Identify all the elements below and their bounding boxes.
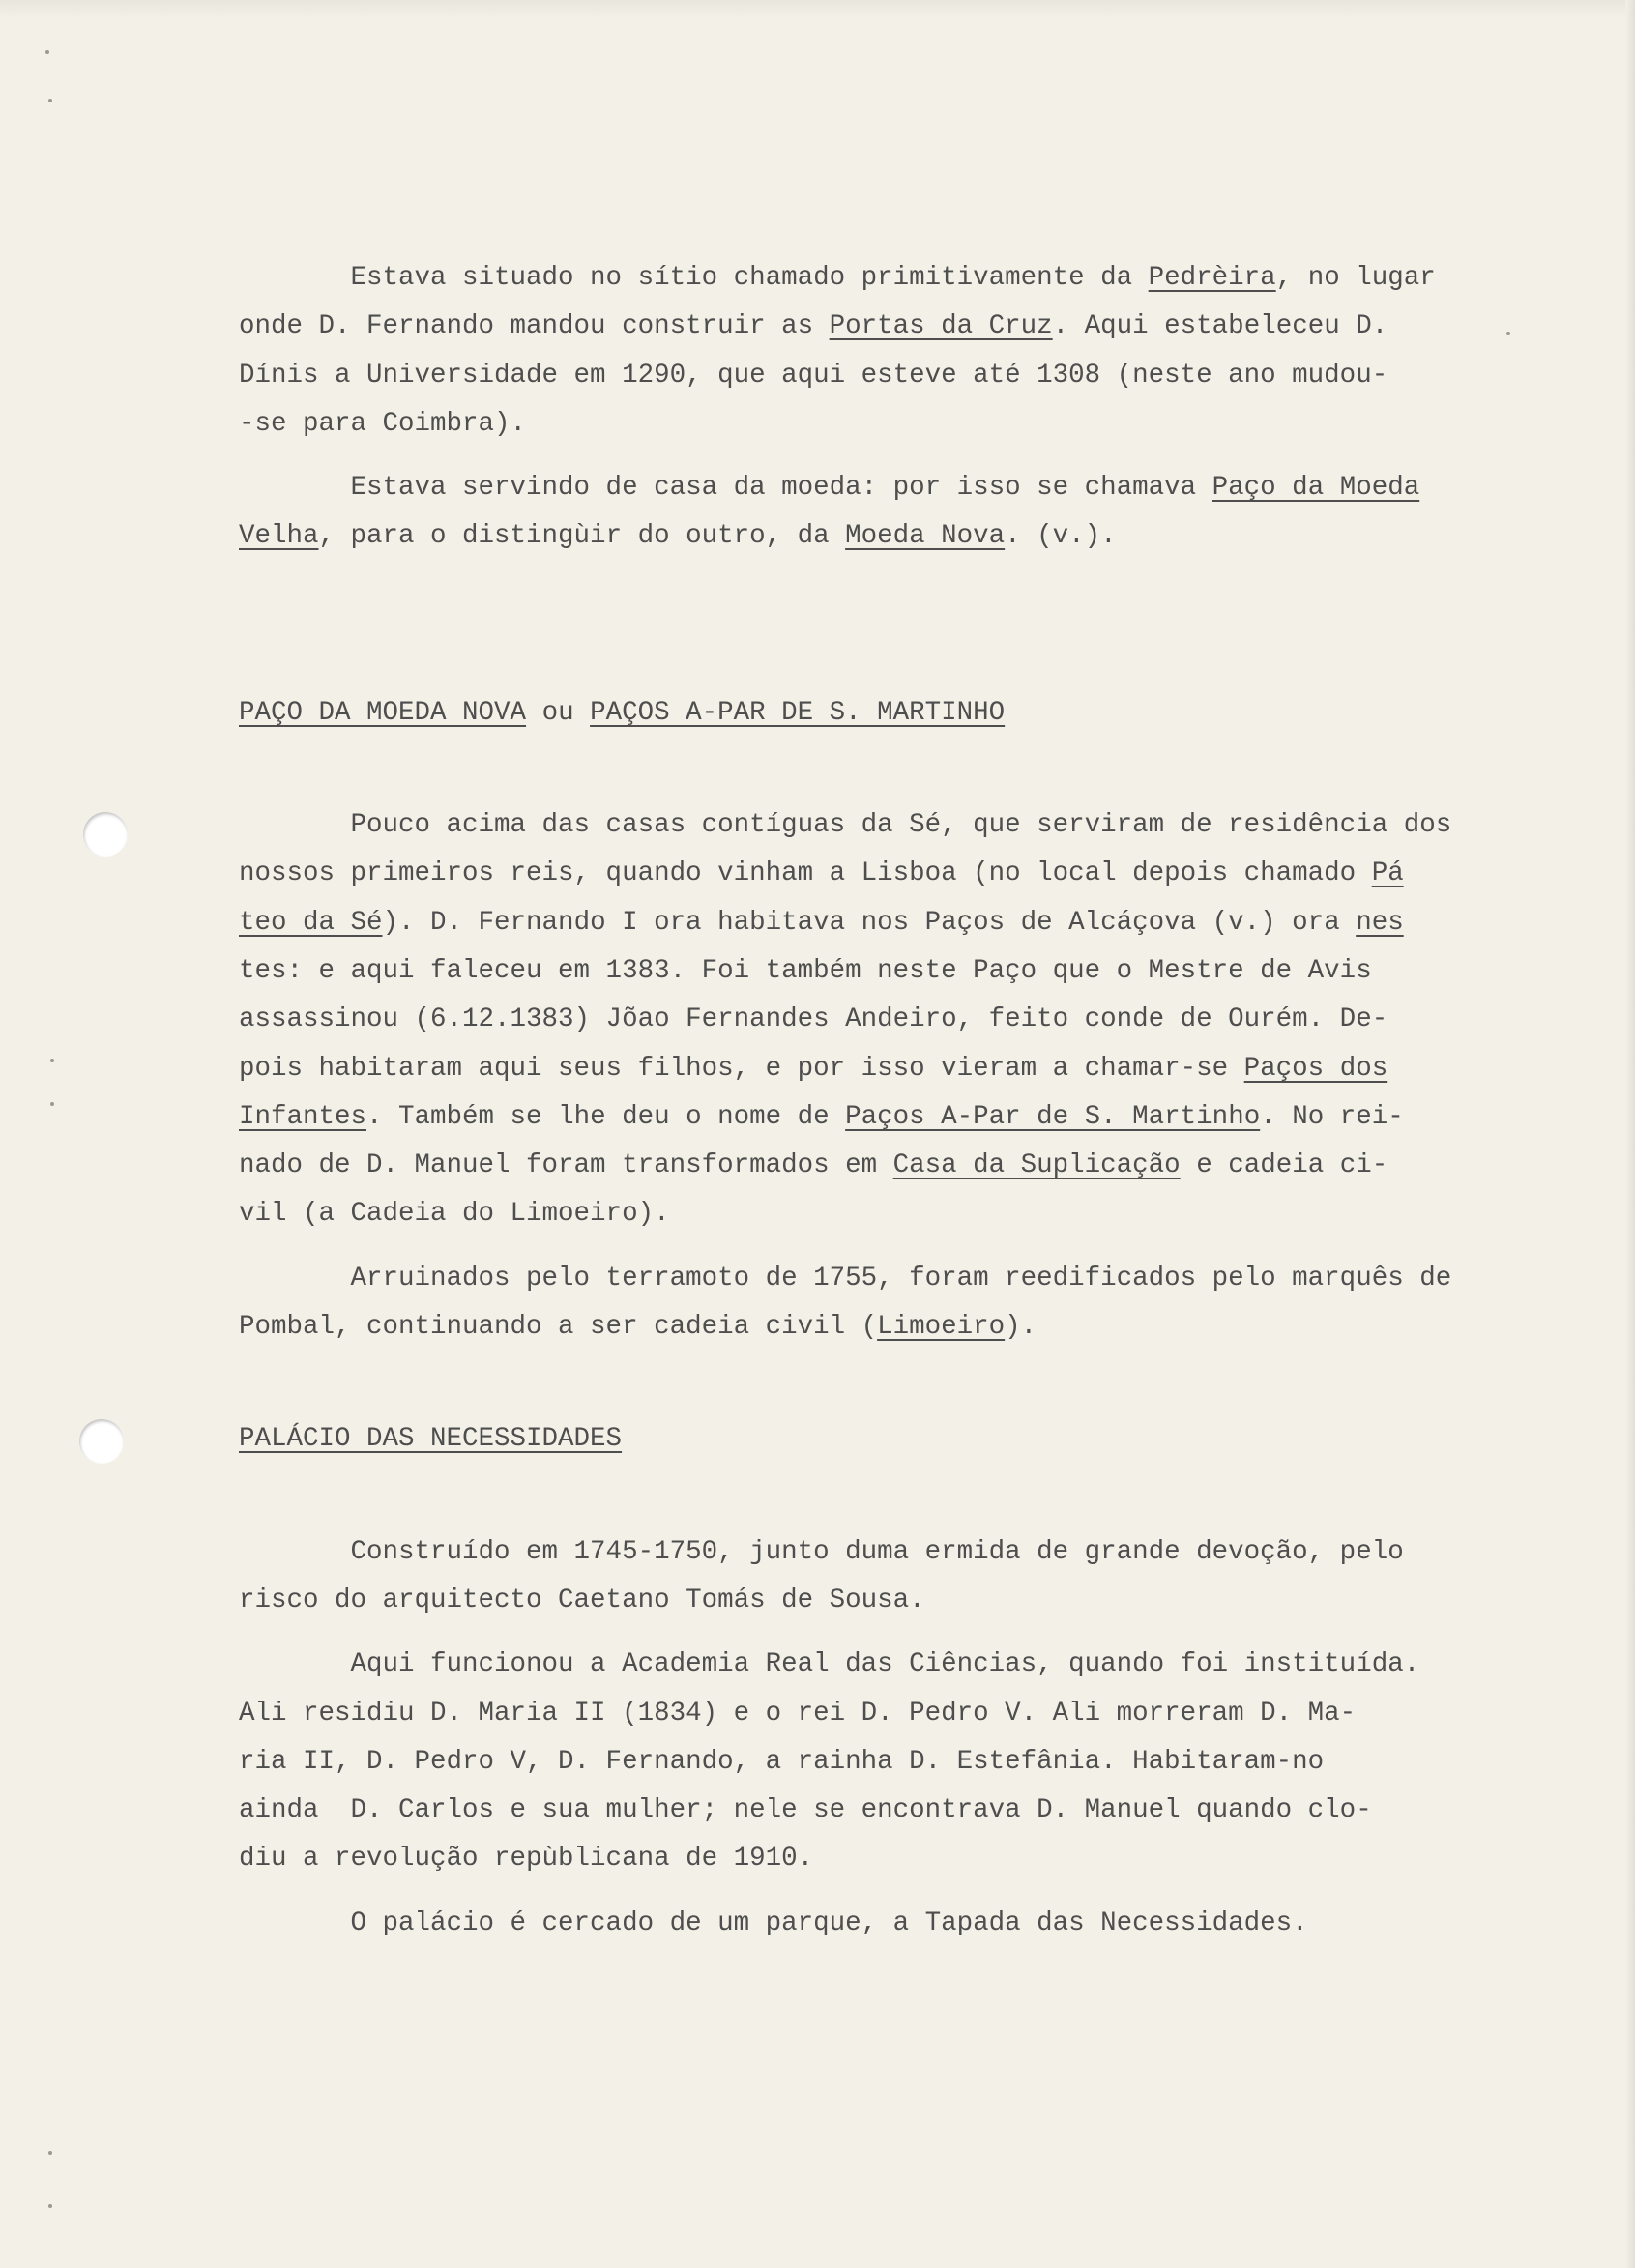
section-gap [239,1352,1515,1415]
paragraph-paco-moeda-nova [239,801,1515,1239]
heading-term: PAÇOS A-PAR DE S. MARTINHO [590,697,1006,728]
section-heading-paco-moeda-nova [239,689,1515,738]
underlined-term: teo da Sé [239,907,383,938]
heading-term: PAÇO DA MOEDA NOVA [239,697,527,728]
text-line: ria II, D. Pedro V, D. Fernando, a rainha D. Estefânia. Habitaram-no [239,1746,1325,1777]
text-line: Construído em 1745-1750, junto duma ermida de grande devoção, pelo [239,1536,1404,1567]
text-line [239,850,1515,898]
text-line: Arruinados pelo terramoto de 1755, foram reedificados pelo marquês de [239,1263,1452,1294]
heading-connector: ou [526,697,591,728]
text-line: Pouco acima das casas contíguas da Sé, que serviram de residência dos [239,810,1452,841]
text-line: O palácio é cercado de um parque, a Tapada das Necessidades. [239,1907,1308,1938]
text-line: Aqui funcionou a Academia Real das Ciências, quando foi instituída. [239,1649,1420,1680]
heading-term: PALÁCIO DAS NECESSIDADES [239,1424,623,1455]
text-run: ). [1005,1312,1037,1343]
text-line: Dínis a Universidade em 1290, que aqui esteve até 1308 (neste ano mudou- [239,360,1388,391]
punch-hole-upper [83,812,128,857]
text-run: . Também se lhe deu o nome de [366,1101,846,1132]
text-run: e cadeia ci- [1180,1150,1388,1181]
underlined-term: Infantes [239,1101,367,1132]
text-line [239,512,1515,561]
section-gap [239,625,1515,689]
text-line: vil (a Cadeia do Limoeiro). [239,1199,670,1230]
text-run: Estava situado no sítio chamado primitivamente da [239,263,1149,293]
underlined-term: Casa da Suplicação [892,1150,1181,1181]
underlined-term: Moeda Nova [845,521,1006,552]
paper-right-edge [1625,0,1635,2268]
paper-speck [48,2204,52,2208]
paper-speck [50,1102,54,1106]
paragraph-gap [239,1239,1515,1255]
paper-top-edge [0,0,1635,17]
text-run: , no lugar [1275,263,1436,293]
text-line [239,1142,1515,1190]
paragraph-casa-da-moeda [239,464,1515,562]
text-run: nossos primeiros reis, quando vinham a Lisboa (no local depois chamado [239,858,1372,889]
text-run: . Aqui estabeleceu D. [1052,311,1388,342]
underlined-term: Paços A-Par de S. Martinho [845,1101,1261,1132]
text-line: Ali residiu D. Maria II (1834) e o rei D. Pedro V. Ali morreram D. Ma- [239,1698,1357,1729]
section-gap [239,1465,1515,1528]
text-run: , para o distingùir do outro, da [318,521,846,552]
text-run: onde D. Fernando mandou construir as [239,311,830,342]
paper-speck [48,2151,52,2155]
text-line: assassinou (6.12.1383) Jõao Fernandes Andeiro, feito conde de Ourém. De- [239,1004,1388,1035]
text-line [239,464,1515,512]
paragraph-pedreira [239,254,1515,449]
underlined-term: Portas da Cruz [829,311,1053,342]
text-line [239,303,1515,351]
text-run: Pombal, continuando a ser cadeia civil ( [239,1312,878,1343]
paragraph-construido [239,1528,1515,1626]
paper-speck [48,99,52,102]
underlined-term: Velha [239,521,319,552]
text-line [239,1303,1515,1352]
text-line [239,1045,1515,1093]
underlined-term: Paços dos [1243,1053,1388,1084]
paragraph-terramoto [239,1255,1515,1352]
section-heading-necessidades [239,1415,1515,1464]
paragraph-academia [239,1641,1515,1883]
text-run: pois habitaram aqui seus filhos, e por isso vieram a chamar-se [239,1053,1244,1084]
text-run: ). D. Fernando I ora habitava nos Paços de Alcáçova (v.) ora [382,907,1357,938]
text-run: . No rei- [1260,1101,1404,1132]
typed-text [239,254,1515,1948]
text-line: risco do arquitecto Caetano Tomás de Sousa. [239,1585,925,1615]
text-line: diu a revolução repùblicana de 1910. [239,1844,814,1875]
underlined-term: Pedrèira [1148,263,1276,293]
underlined-term: nes [1356,907,1404,938]
underlined-term: Pá [1371,858,1404,889]
paragraph-gap [239,449,1515,464]
text-run: Estava servindo de casa da moeda: por isso se chamava [239,473,1212,504]
section-gap [239,562,1515,625]
text-line: -se para Coimbra). [239,408,527,439]
paragraph-gap [239,1625,1515,1641]
text-line [239,254,1515,303]
punch-hole-lower [79,1419,124,1464]
section-gap [239,738,1515,801]
text-line: ainda D. Carlos e sua mulher; nele se encontrava D. Manuel quando clo- [239,1795,1372,1826]
paper-speck [50,1059,54,1062]
paragraph-gap [239,1884,1515,1900]
text-run: . (v.). [1005,521,1117,552]
underlined-term: Limoeiro [877,1312,1006,1343]
underlined-term: Paço da Moeda [1212,473,1420,504]
text-run: nado de D. Manuel foram transformados em [239,1150,893,1181]
paper-speck [45,50,49,54]
text-line [239,1093,1515,1142]
paragraph-tapada [239,1900,1515,1948]
text-line: tes: e aqui faleceu em 1383. Foi também neste Paço que o Mestre de Avis [239,955,1372,986]
text-line [239,899,1515,947]
